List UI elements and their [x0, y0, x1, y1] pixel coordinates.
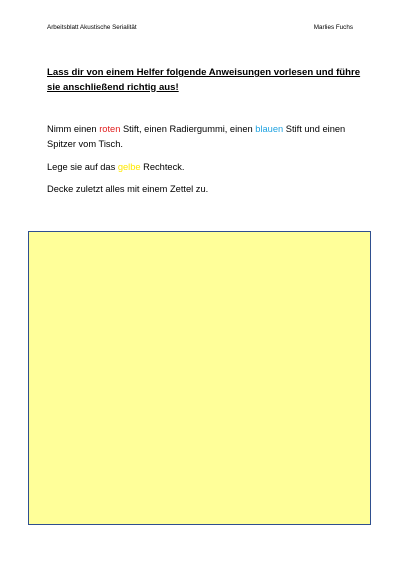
red-word: roten [99, 124, 121, 134]
header-worksheet-title: Arbeitsblatt Akustische Serialität [47, 24, 137, 31]
instruction-paragraph-2 [47, 160, 365, 175]
instruction-text: Nimm einen [47, 124, 100, 134]
header-author: Marlies Fuchs [313, 24, 353, 31]
yellow-word: gelbe [117, 162, 141, 172]
instruction-text: Stift, einen Radiergummi, einen [120, 124, 256, 134]
yellow-rectangle [28, 231, 371, 525]
blue-word: blauen [255, 124, 284, 134]
instruction-text: Stift und einen Spitzer vom Tisch. [47, 124, 346, 149]
instruction-paragraph-1 [47, 122, 365, 152]
instruction-text: Lege sie auf das [47, 162, 118, 172]
task-title: Lass dir von einem Helfer folgende Anweisungen vorlesen und führe sie anschließend richtig aus! [47, 67, 361, 93]
instruction-text: Rechteck. [140, 162, 185, 172]
instruction-paragraph-3: Decke zuletzt alles mit einem Zettel zu. [47, 184, 209, 194]
